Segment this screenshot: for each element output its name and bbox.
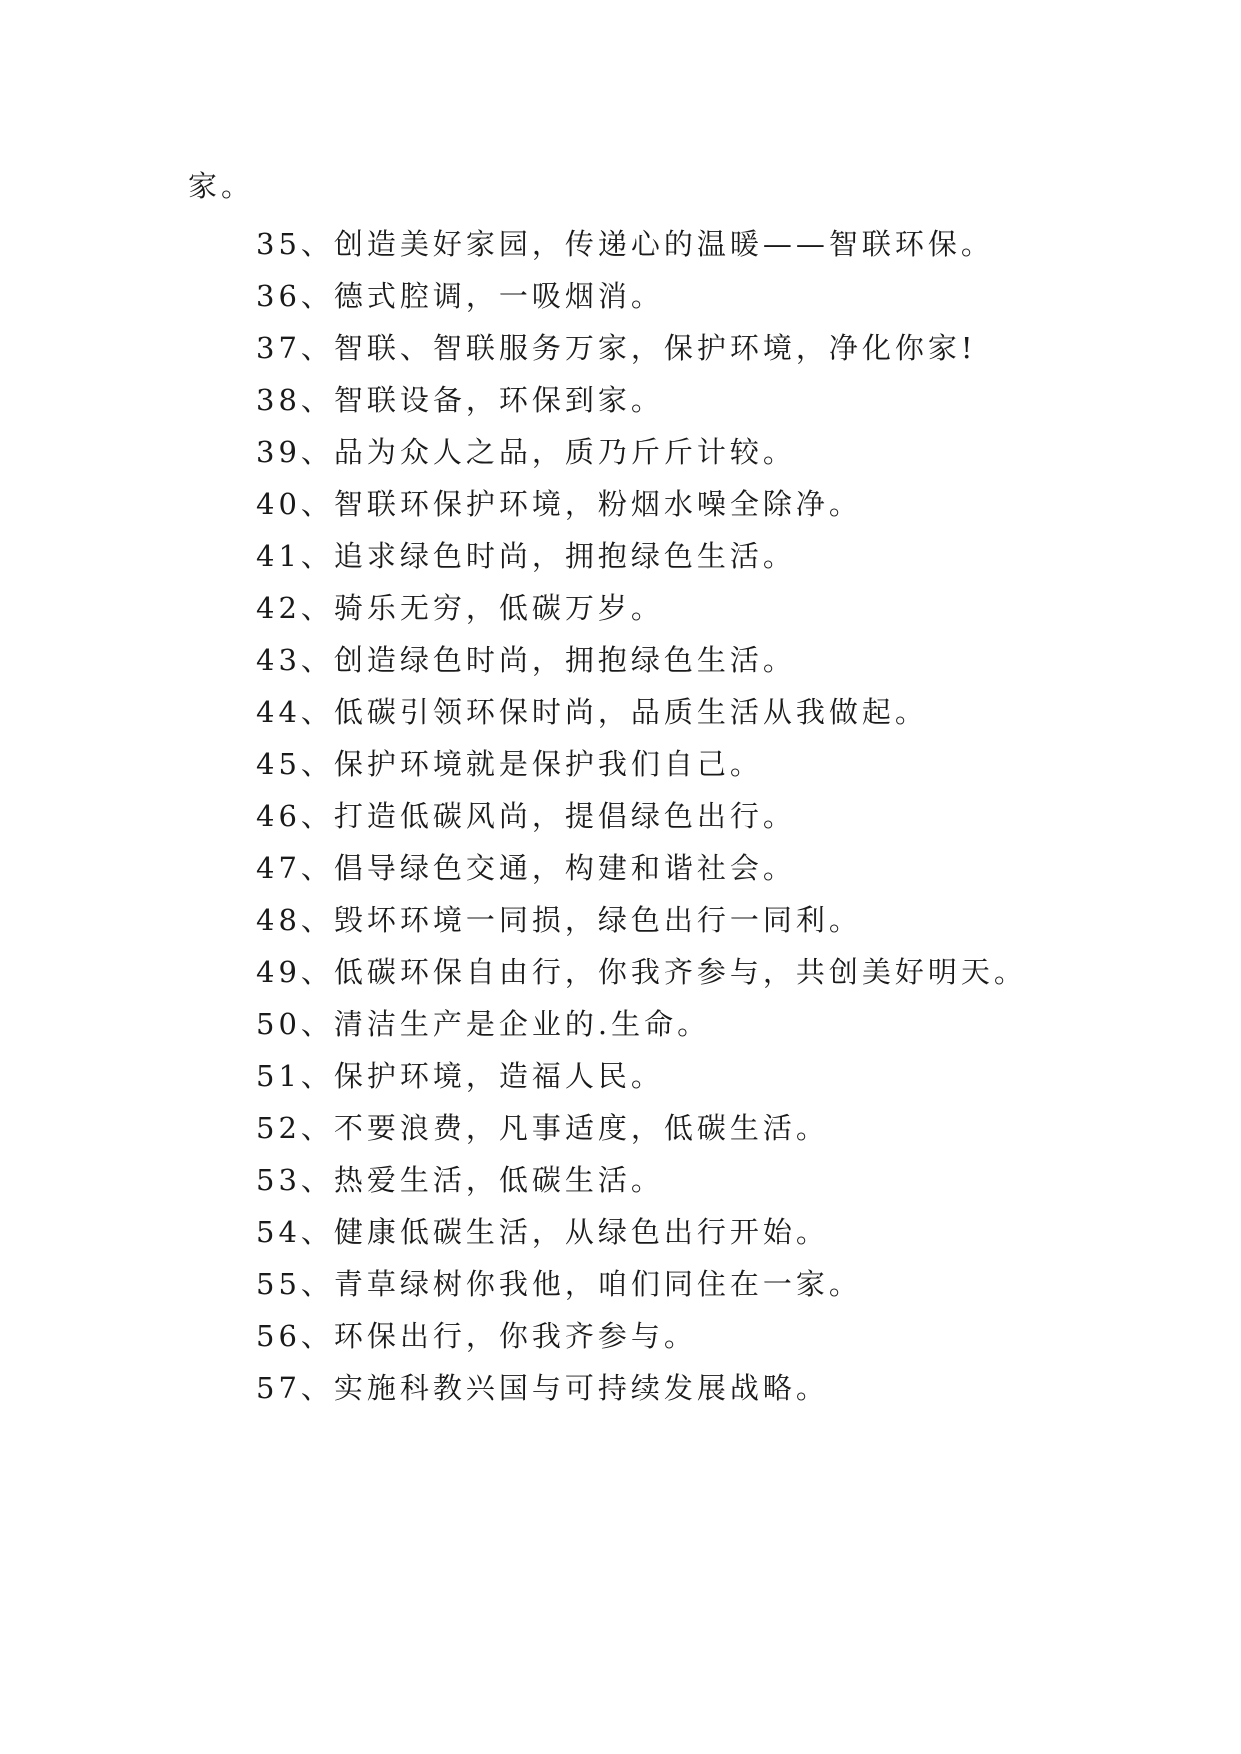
- list-item: 54、健康低碳生活，从绿色出行开始。: [256, 1215, 829, 1249]
- list-item: 45、保护环境就是保护我们自己。: [256, 747, 763, 781]
- list-item: 48、毁坏环境一同损，绿色出行一同利。: [256, 903, 862, 937]
- list-item: 35、创造美好家园，传递心的温暖——智联环保。: [256, 227, 994, 261]
- list-item: 55、青草绿树你我他，咱们同住在一家。: [256, 1267, 862, 1301]
- list-item: 42、骑乐无穷，低碳万岁。: [256, 591, 664, 625]
- list-item: 41、追求绿色时尚，拥抱绿色生活。: [256, 539, 796, 573]
- list-item: 56、环保出行，你我齐参与。: [256, 1319, 697, 1353]
- list-item: 39、品为众人之品，质乃斤斤计较。: [256, 435, 796, 469]
- list-item: 44、低碳引领环保时尚，品质生活从我做起。: [256, 695, 928, 729]
- list-item: 36、德式腔调，一吸烟消。: [256, 279, 664, 313]
- list-item: 43、创造绿色时尚，拥抱绿色生活。: [256, 643, 796, 677]
- list-item: 40、智联环保护环境，粉烟水噪全除净。: [256, 487, 862, 521]
- list-item: 50、清洁生产是企业的.生命。: [256, 1007, 711, 1041]
- list-item: 52、不要浪费，凡事适度，低碳生活。: [256, 1111, 829, 1145]
- list-item: 49、低碳环保自由行，你我齐参与，共创美好明天。: [256, 955, 1027, 989]
- continuation-text: 家。: [188, 169, 255, 203]
- list-item: 46、打造低碳风尚，提倡绿色出行。: [256, 799, 796, 833]
- list-item: 47、倡导绿色交通，构建和谐社会。: [256, 851, 796, 885]
- list-item: 37、智联、智联服务万家，保护环境，净化你家!: [256, 331, 977, 365]
- list-item: 53、热爱生活，低碳生活。: [256, 1163, 664, 1197]
- list-item: 38、智联设备，环保到家。: [256, 383, 664, 417]
- list-item: 51、保护环境，造福人民。: [256, 1059, 664, 1093]
- list-item: 57、实施科教兴国与可持续发展战略。: [256, 1371, 829, 1405]
